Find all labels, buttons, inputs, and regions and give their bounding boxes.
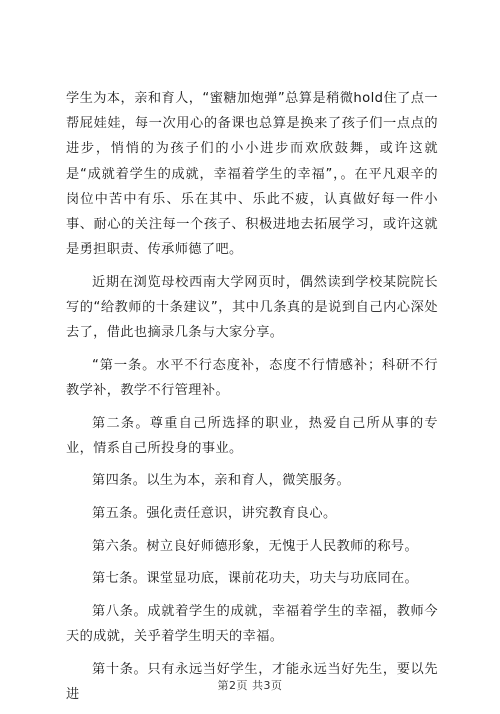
- paragraph-6: 第五条。强化责任意识，讲究教育良心。: [92, 506, 337, 521]
- page-number-footer: 第2页 共3页: [217, 679, 283, 692]
- paragraph-4: 第二条。尊重自己所选择的职业，热爱自己所从事的专业，情系自己所投身的事业。: [66, 415, 438, 456]
- paragraph-10: 第十条。只有永远当好学生，才能永远当好先生，要以先进: [66, 661, 438, 702]
- paragraph-7: 第六条。树立良好师德形象，无愧于人民教师的称号。: [92, 538, 419, 554]
- paragraph-3: “第一条。水平不行态度补，态度不行情感补；科研不行教学补，教学不行管理补。: [66, 357, 438, 399]
- paragraph-5: 第四条。以生为本，亲和育人，微笑服务。: [92, 473, 351, 489]
- paragraph-2: 近期在浏览母校西南大学网页时，偶然读到学校某院院长写的“给教师的十条建议”，其中几条真的是说到自己内心深处去了，借此也摘录几条与大家分享。: [66, 274, 438, 341]
- paragraph-1: 学生为本，亲和育人，“蜜糖加炮弹”总算是稍微hold住了点一帮屁娃娃，每一次用心的备课也总算是换来了孩子们一点点的进步，悄悄的为孩子们的小小进步而欢欣鼓舞，或许这就是“成就着学生的成就，幸福着学生的幸福”，。在平凡艰辛的岗位中苦中有乐、乐在其中、乐此不疲，认真做好每一件小事、耐心的关注每一个孩子、积极进地去拓展学习，或许这就是勇担职责、传承师德了吧。: [66, 91, 438, 258]
- paragraph-8: 第七条。课堂显功底，课前花功夫，功夫与功底同在。: [92, 571, 419, 587]
- document-body: [66, 86, 438, 714]
- paragraph-9: 第八条。成就着学生的成就，幸福着学生的幸福，教师今天的成就，关乎着学生明天的幸福。: [66, 603, 438, 644]
